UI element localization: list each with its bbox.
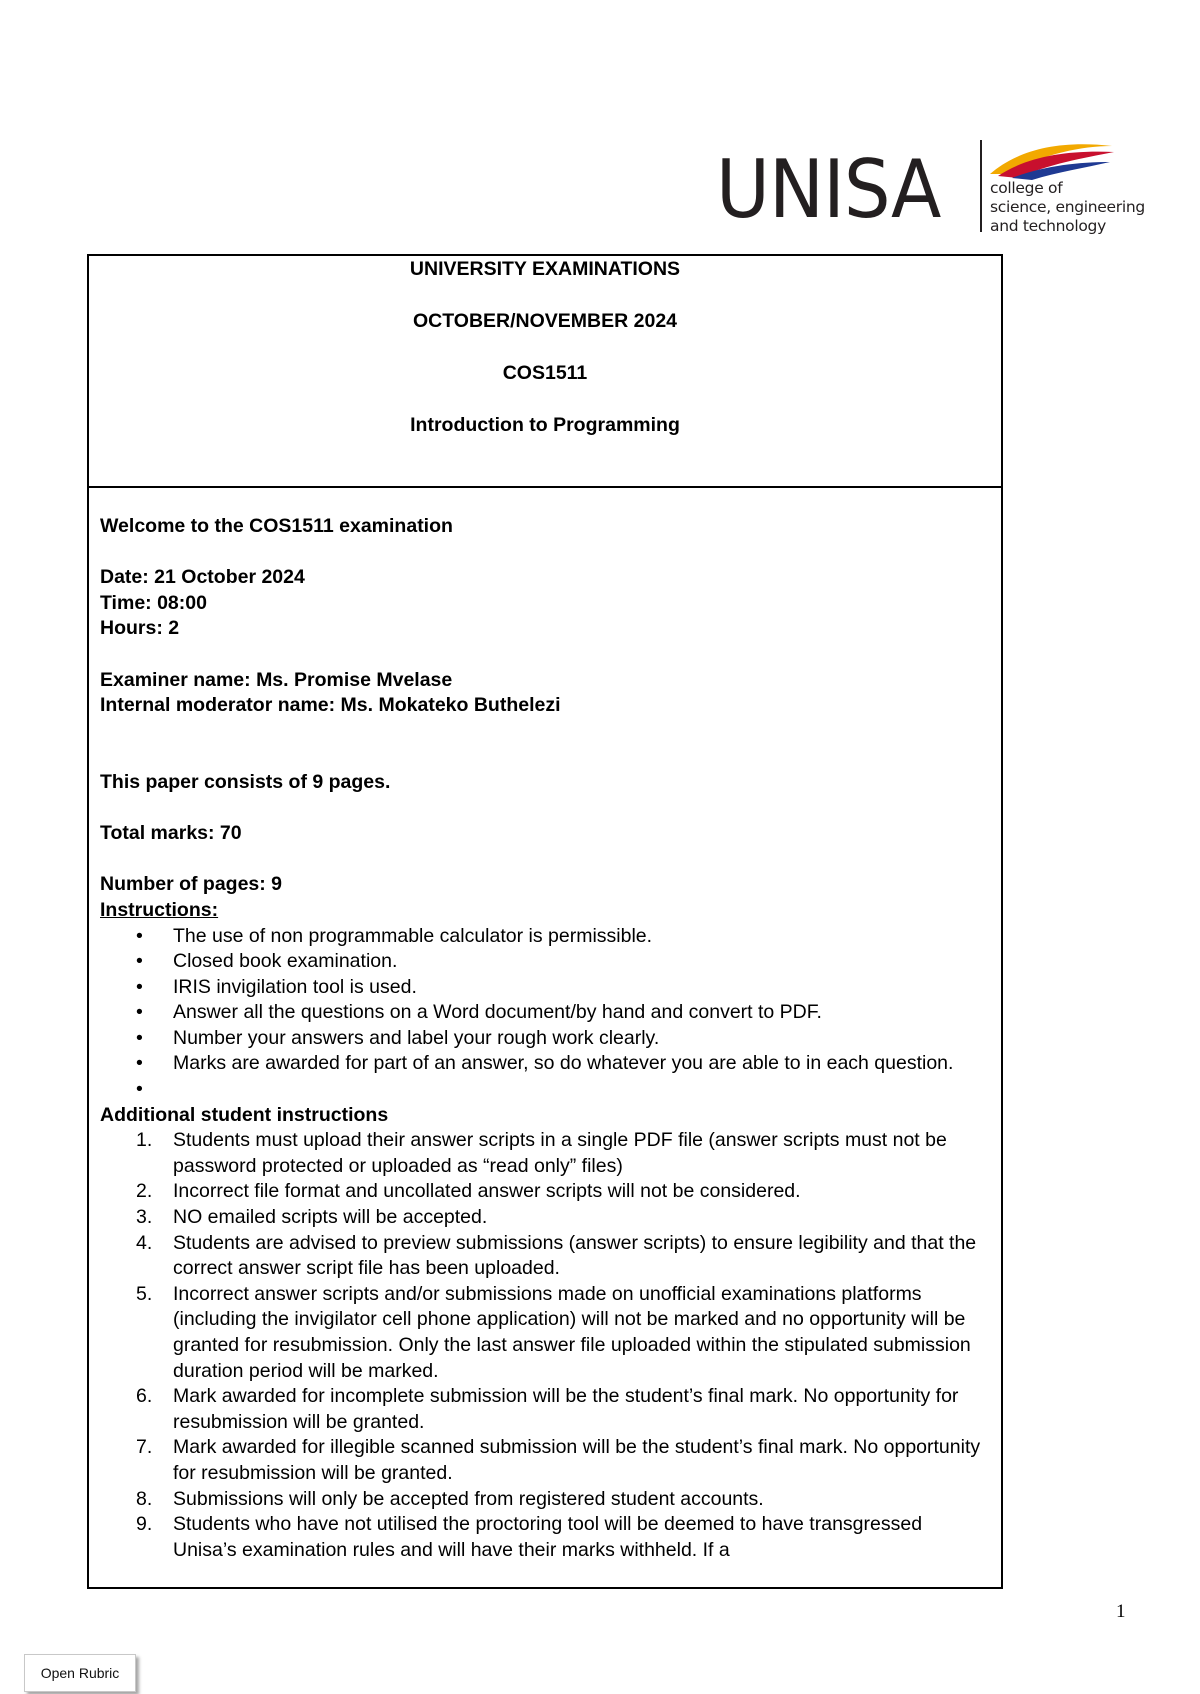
list-item — [100, 1077, 1001, 1103]
exam-details — [89, 488, 1001, 1563]
module-name: Introduction to Programming — [410, 414, 680, 436]
list-item: 8. Submissions will only be accepted from registered student accounts. — [136, 1487, 764, 1510]
list-item: • The use of non programmable calculator is permissible. — [100, 924, 1001, 950]
examiner-name: Examiner name: Ms. Promise Mvelase — [100, 668, 453, 691]
list-item: 9. Students who have not utilised the proctoring tool will be deemed to have transgressed Unisa’s examination rules and will have their marks withheld. If a — [136, 1513, 923, 1561]
list-item: 5. Incorrect answer scripts and/or submissions made on unofficial examinations platforms (including the invigilator cell phone application) will not be marked and no opportunity will be granted for resubmission. Only the last answer file uploaded within the stipulated submission duration period will be marked. — [136, 1282, 971, 1382]
list-item: 7. Mark awarded for illegible scanned submission will be the student’s final mark. No opportunity for resubmission will be granted. — [136, 1436, 981, 1484]
list-item: 2. Incorrect file format and uncollated answer scripts will not be considered. — [136, 1180, 801, 1203]
exam-hours: Hours: 2 — [100, 617, 180, 640]
logo-college-text — [990, 179, 1145, 236]
exam-time: Time: 08:00 — [100, 591, 207, 614]
list-item: • IRIS invigilation tool is used. — [100, 975, 1001, 1001]
instructions-heading: Instructions: — [100, 898, 219, 921]
paper-pages-note: This paper consists of 9 pages. — [100, 770, 391, 793]
exam-session: OCTOBER/NOVEMBER 2024 — [412, 310, 678, 332]
exam-cover-frame — [87, 254, 1003, 1589]
unisa-logo — [716, 138, 1145, 238]
list-item: • Closed book examination. — [100, 949, 1001, 975]
list-item: 4. Students are advised to preview submissions (answer scripts) to ensure legibility and that the correct answer script file has been uploaded. — [136, 1231, 977, 1280]
logo-college-line: and technology — [990, 217, 1106, 235]
list-item: • Marks are awarded for part of an answer, so do whatever you are able to in each question. — [100, 1051, 1001, 1077]
list-item: • Answer all the questions on a Word document/by hand and convert to PDF. — [100, 1000, 1001, 1026]
logo-swoosh-icon — [988, 138, 1128, 180]
list-item: 6. Mark awarded for incomplete submission will be the student’s final mark. No opportunity for resubmission will be granted. — [136, 1385, 959, 1433]
exam-title: UNIVERSITY EXAMINATIONS — [409, 258, 681, 280]
number-of-pages: Number of pages: 9 — [100, 873, 283, 896]
list-item: • Number your answers and label your rough work clearly. — [100, 1026, 1001, 1052]
logo-divider — [980, 140, 982, 232]
logo-college-line: science, engineering — [990, 198, 1145, 216]
additional-instructions-heading: Additional student instructions — [100, 1103, 389, 1126]
additional-instructions-list — [100, 1128, 1001, 1563]
instructions-list — [100, 924, 1001, 1103]
moderator-name: Internal moderator name: Ms. Mokateko Buthelezi — [100, 694, 561, 717]
open-rubric-button[interactable]: Open Rubric — [24, 1654, 136, 1692]
logo-college-line: college of — [990, 179, 1063, 197]
logo-wordmark: UNISA — [716, 143, 941, 236]
page-number: 1 — [1116, 1601, 1126, 1622]
exam-date: Date: 21 October 2024 — [100, 566, 305, 589]
total-marks: Total marks: 70 — [100, 822, 242, 845]
list-item: 1. Students must upload their answer scripts in a single PDF file (answer scripts must not be password protected or uploaded as “read only” files) — [136, 1129, 947, 1177]
welcome-text: Welcome to the COS1511 examination — [100, 515, 453, 537]
exam-header — [89, 256, 1001, 488]
list-item: 3. NO emailed scripts will be accepted. — [136, 1206, 488, 1229]
module-code: COS1511 — [502, 362, 588, 384]
